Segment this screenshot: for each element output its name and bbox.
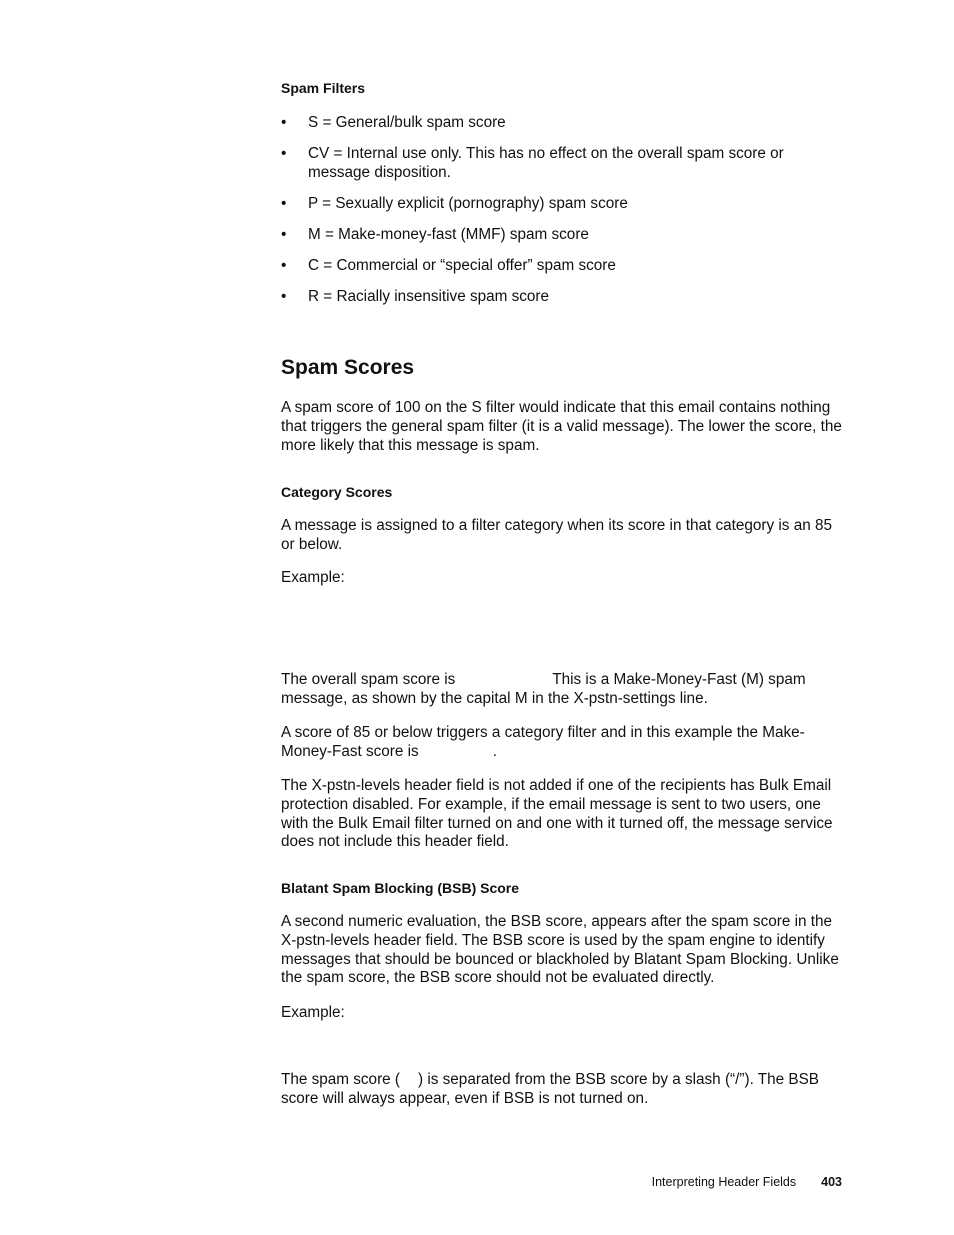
bsb-separator-paragraph: [281, 1071, 833, 1109]
bsb-heading: Blatant Spam Blocking (BSB) Score: [281, 880, 520, 896]
category-example-label: Example:: [281, 569, 345, 586]
spam-scores-heading: Spam Scores: [281, 356, 415, 379]
list-item: [281, 257, 848, 276]
bullet-icon: •: [281, 114, 287, 131]
category-filter-paragraph: [281, 724, 826, 762]
bsb-separator-rest: ) is separated from the BSB score by a slash (“/”). The BSB score will always appear, even if BSB is not turned on.: [281, 1071, 820, 1107]
overall-score-rest: This is a Make-Money-Fast (M) spam message, as shown by the capital M in the X-pstn-settings line.: [281, 671, 806, 707]
category-filter-lead: A score of 85 or below triggers a category filter and in this example the Make-Money-Fast score is: [281, 724, 805, 760]
list-item-text: C = Commercial or “special offer” spam score: [308, 257, 616, 274]
bsb-example-label: Example:: [281, 1004, 345, 1021]
list-item: [281, 145, 848, 183]
list-item-text: CV = Internal use only. This has no effect on the overall spam score or message disposition.: [308, 145, 784, 181]
page-footer: [0, 1174, 842, 1190]
spam-scores-intro: A spam score of 100 on the S filter would indicate that this email contains nothing that triggers the general spam filter (it is a valid message). The lower the score, the more likely that this message is spam.: [281, 399, 842, 454]
list-item: [281, 195, 848, 214]
list-item-text: R = Racially insensitive spam score: [308, 288, 550, 305]
bullet-icon: •: [281, 226, 287, 243]
bsb-paragraph: A second numeric evaluation, the BSB score, appears after the spam score in the X-pstn-levels header field. The BSB score is used by the spam engine to identify messages that should be bounced or blackholed by Blatant Spam Blocking. Unlike the spam score, the BSB score should not be evaluated directly.: [281, 913, 839, 987]
bullet-icon: •: [281, 195, 287, 212]
bullet-icon: •: [281, 288, 287, 305]
list-item: [281, 226, 848, 245]
list-item-text: P = Sexually explicit (pornography) spam score: [308, 195, 628, 212]
list-item: [281, 114, 848, 133]
bullet-icon: •: [281, 257, 287, 274]
levels-note-paragraph: The X-pstn-levels header field is not added if one of the recipients has Bulk Email protection disabled. For example, if the email message is sent to two users, one with the Bulk Email filter turned on and one with it turned off, the message service does not include this header field.: [281, 777, 833, 851]
category-scores-paragraph: A message is assigned to a filter category when its score in that category is an 85 or below.: [281, 517, 832, 553]
bullet-icon: •: [281, 145, 287, 162]
page-number: 403: [821, 1175, 842, 1189]
overall-score-paragraph: [281, 671, 826, 709]
list-item: [281, 288, 848, 307]
bsb-separator-lead: The spam score (: [281, 1071, 401, 1088]
overall-score-lead: The overall spam score is: [281, 671, 456, 688]
category-scores-heading: Category Scores: [281, 484, 393, 500]
list-item-text: M = Make-money-fast (MMF) spam score: [308, 226, 589, 243]
category-filter-end: .: [492, 742, 497, 760]
list-item-text: S = General/bulk spam score: [308, 114, 506, 131]
footer-section-title: Interpreting Header Fields: [651, 1175, 797, 1189]
spam-filters-heading: Spam Filters: [281, 80, 366, 96]
